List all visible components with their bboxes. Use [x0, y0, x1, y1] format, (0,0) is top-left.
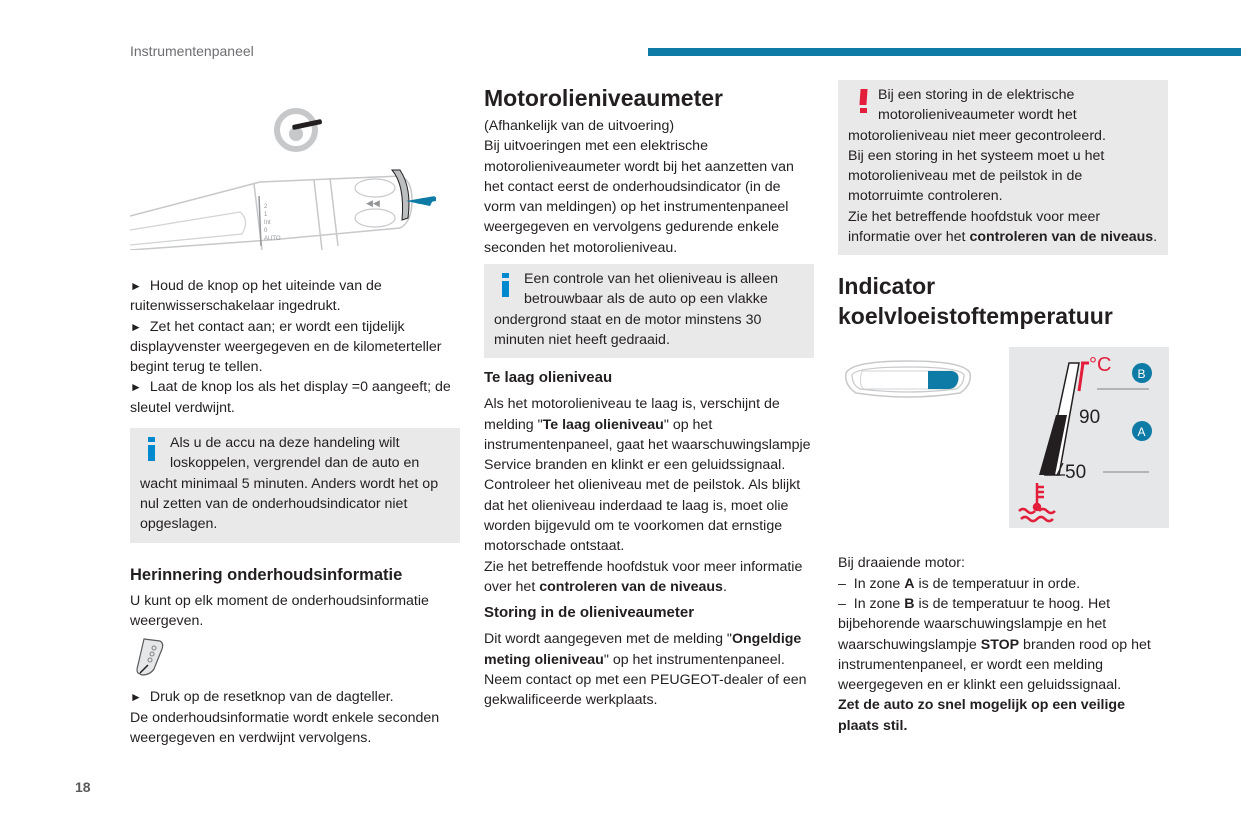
warning-icon	[848, 87, 878, 121]
svg-text:A: A	[1137, 425, 1146, 440]
svg-text:2: 2	[264, 204, 268, 210]
reminder-heading: Herinnering onderhoudsinformatie	[130, 565, 403, 584]
svg-text:B: B	[1137, 367, 1146, 382]
step-1: ► Houd de knop op het uiteinde van de ruitenwisserschakelaar ingedrukt.	[130, 276, 460, 317]
reminder-outro: De onderhoudsinformatie wordt enkele seconden weergegeven en verdwijnt vervolgens.	[130, 709, 440, 747]
fault-p2: Neem contact op met een PEUGEOT-dealer of een gekwalificeerde werkplaats.	[484, 671, 807, 709]
low-level-p3: Zie het betreffende hoofdstuk voor meer informatie over het controleren van de niveaus.	[484, 558, 803, 595]
step-2: ► Zet het contact aan; er wordt een tijdelijk displayvenster weergegeven en de kilometerteller begint terug te tellen.	[130, 317, 460, 378]
info-note-oil-check: Een controle van het olieniveau is alleen betrouwbaar als de auto op een vlakke ondergrond staat en de motor minstens 30 minuten niet heeft gedraaid.	[484, 264, 814, 358]
reminder-intro: U kunt op elk moment de onderhoudsinformatie weergeven.	[130, 592, 429, 629]
page-number: 18	[75, 779, 91, 795]
reminder-step: ► Druk op de resetknop van de dagteller.	[130, 687, 460, 707]
fault-p1: Dit wordt aangegeven met de melding "Ongeldige meting olieniveau" op het instrumentenpaneel.	[484, 631, 802, 668]
svg-text:50: 50	[1065, 462, 1087, 484]
info-note-battery: Als u de accu na deze handeling wilt loskoppelen, vergrendel dan de auto en wacht minimaal 5 minuten. Anders wordt het op nul zetten van de onderhoudsindicator niet opgeslagen.	[130, 428, 460, 542]
column-3	[838, 80, 1168, 736]
coolant-gauge-illustration	[838, 347, 1168, 537]
header-accent-bar	[648, 48, 1241, 56]
column-1	[130, 276, 460, 748]
oil-gauge-body: Bij uitvoeringen met een elektrische motorolieniveaumeter wordt bij het aanzetten van het contact eerst de onderhoudsindicator (in de vorm van meldingen) op het instrumentenpaneel weergegeven en vervolgens gedurende enkele seconden het motorolieniveau.	[484, 138, 794, 256]
fault-heading: Storing in de olieniveaumeter	[484, 604, 695, 622]
coolant-intro: Bij draaiende motor:	[838, 555, 965, 572]
coolant-heading: Indicator koelvloeistoftemperatuur	[838, 273, 1113, 330]
low-level-heading: Te laag olieniveau	[484, 369, 613, 387]
coolant-temperature-warning-icon	[1019, 483, 1055, 521]
zone-a-line: – In zone A is de temperatuur in orde.	[838, 575, 1081, 592]
section-header: Instrumentenpaneel	[130, 43, 254, 59]
svg-text:°C: °C	[1089, 354, 1112, 377]
svg-text:◀◀: ◀◀	[366, 198, 380, 208]
info-icon	[494, 271, 524, 305]
instrument-cluster-icon	[842, 355, 974, 401]
step-3: ► Laat de knop los als het display =0 aangeeft; de sleutel verdwijnt.	[130, 377, 460, 418]
link-check-levels: controleren van de niveaus	[539, 578, 723, 595]
temperature-gauge-panel	[1009, 347, 1169, 528]
low-level-p2: Controleer het olieniveau met de peilstok. Als blijkt dat het olieniveau inderdaad te laag is, moet olie worden bijgevuld om te voorkomen dat ernstige motorschade ontstaat.	[484, 477, 801, 555]
steering-wheel-icon	[277, 111, 322, 149]
info-icon	[140, 435, 170, 469]
column-2	[484, 84, 814, 710]
final-warning: Zet de auto zo snel mogelijk op een veilige plaats stil.	[838, 697, 1125, 734]
wiper-stalk-illustration	[130, 100, 440, 250]
svg-text:0: 0	[264, 228, 268, 234]
oil-gauge-subtitle: (Afhankelijk van de uitvoering)	[484, 118, 675, 134]
svg-text:Int: Int	[264, 220, 271, 226]
svg-text:AUTO: AUTO	[264, 236, 281, 242]
oil-gauge-heading: Motorolieniveaumeter	[484, 85, 723, 111]
trip-reset-button-icon	[132, 637, 168, 677]
svg-text:1: 1	[264, 212, 268, 218]
svg-text:90: 90	[1079, 407, 1101, 429]
low-level-p1: Als het motorolieniveau te laag is, verschijnt de melding "Te laag olieniveau" op het instrumentenpaneel, gaat het waarschuwingslampje Service branden en klinkt er een geluidssignaal.	[484, 396, 811, 474]
warning-note-oil-gauge: Bij een storing in de elektrische motorolieniveaumeter wordt het motorolieniveau niet meer gecontroleerd. Bij een storing in het systeem moet u het motorolieniveau met de peilstok in de motorruimte controleren. Zie het betreffende hoofdstuk voor meer informatie over het controleren van de niveaus.	[838, 80, 1168, 255]
zone-b-line: – In zone B is de temperatuur te hoog. Het bijbehorende waarschuwingslampje en het waarschuwingslampje STOP branden rood op het instrumentenpaneel, er wordt een melding weergegeven en er klinkt een geluidssignaal.	[838, 595, 1151, 694]
